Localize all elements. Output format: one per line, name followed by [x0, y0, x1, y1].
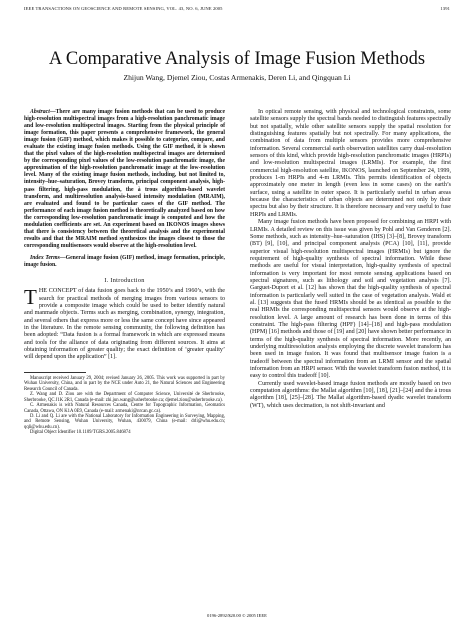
index-terms-lead: Index Terms [30, 254, 60, 261]
footnote-affiliation-li: D. Li and Q. Li are with the National Laboratory for Information Engineering in Surveying, Mapping, and Remote Sensing, Wuhan University, Wuhan, 430079, China (e-mail: drli@whu.edu.cn; qqli@whu.edu.cn). [24, 413, 225, 430]
running-head [24, 6, 450, 14]
body-paragraph: Many image fusion methods have been proposed for combining an HRPI with LRMIs. A detailed review on this issue was given by Pohl and Van Genderen [2]. Some methods, such as intensity–hue–saturation (IHS) [3]–[8], Brovey transform (BT) [9], [10], and principal component analysis (PCA) [10], [11], provide superior visual high-resolution multispectral images (HRMIs) but ignore the requirement of high-quality synthesis of spectral information. While these methods are useful for visual interpretation, high-quality synthesis of spectral information is very important for most remote sensing applications based on spectral signatures, such as lithology and soil and vegetation analysis [7]. Garguet-Duport et al. [12] has shown that the high-quality synthesis of spectral information is particularly well suited in the case of vegetation analysis. Wald et al. [13] suggests that the fused HRMIs should be as identical as possible to the real HRMIs the corresponding multispectral sensors would observe at the high-resolution level. A large amount of research has been done in terms of this constraint. The high-pass filtering (HPF) [14]–[18] and high-pass modulation (HPM) [16] methods and those of [19] and [20] have shown better performance in terms of the high-quality synthesis of spectral information. More recently, an underlying multiresolution analysis employing the discrete wavelet transform has been used in image fusion. It was found that multisensor image fusion is a tradeoff between the spectral information from an LRMI sensor and the spatial information from an HRPI sensor. With the wavelet transform fusion method, it is easy to control this tradeoff [10]. [250, 219, 451, 380]
footnote-affiliation-armenakis: C. Armenakis is with Natural Resources Canada, Centre for Topographic Information, Geomatics Canada, Ottawa, ON K1A 0E9, Canada (e-mail: armenaki@nrcan.gc.ca). [24, 403, 225, 414]
index-terms-text: —General image fusion (GIF) method, image formation, principle, image fusion. [24, 254, 225, 268]
intro-text: CONCEPT of data fusion goes back to the 1950’s and 1960’s, with the search for practical methods of merging images from various sensors to provide a composite image which could be used to better identify natural and manmade objects. Terms such as merging, combination, synergy, integration, and several others that express more or less the same concept have since appeared in the literature. In the remote sensing community, the following definition has been adopted: “Data fusion is a formal framework in which are expressed means and tools for the alliance of data originating from different sources. It aims at obtaining information of greater quality; the exact definition of ‘greater quality’ will depend upon the application” [1]. [24, 288, 225, 361]
right-column [250, 109, 451, 410]
abstract-lead: Abstract [30, 109, 50, 115]
paper-title: A Comparative Analysis of Image Fusion Methods [48, 49, 426, 69]
abstract [24, 109, 225, 250]
drop-cap: T [24, 285, 37, 310]
intro-caps-word: HE [38, 288, 47, 295]
footnote-affiliation-wang-ziou: Z. Wang and D. Ziou are with the Department of Computer Science, Université de Sherbrooke, Sherbrooke, QC J1K 2R1, Canada (e-mail: zhi.jun.wang@usherbrooke.ca; djemel.ziou@usherbrooke.ca). [24, 392, 225, 403]
left-column [24, 109, 225, 436]
footnote-doi: Digital Object Identifier 10.1109/TGRS.2005.846874 [30, 430, 131, 436]
intro-paragraph [24, 285, 225, 361]
copyright-line: 0196-2892/$20.00 © 2005 IEEE [207, 613, 267, 618]
abstract-text: —There are many image fusion methods that can be used to produce high-resolution multispectral images from a high-resolution panchromatic image and low-resolution multispectral images. Starting from the physical principle of image formation, this paper presents a comprehensive framework, the general image fusion (GIF) method, which makes it possible to categorize, compare, and evaluate the existing image fusion methods. Using the GIF method, it is shown that the pixel values of the high-resolution multispectral images are determined by the corresponding pixel values of the low-resolution panchromatic image, the approximation of the high-resolution panchromatic image at the low-resolution level. Many of the existing image fusion methods, including, but not limited to, intensity–hue–saturation, Brovey transform, principal component analysis, high-pass filtering, high-pass modulation, the à trous algorithm-based wavelet transform, and multiresolution analysis-based intensity modulation (MRAIM), are evaluated and found to be particular cases of the GIF method. The performance of each image fusion method is theoretically analyzed based on how the corresponding low-resolution panchromatic image is computed and how the modulation coefficients are set. An experiment based on IKONOS images shows that there is consistency between the theoretical analysis and the experimental results and that the MRAIM method synthesizes the images closest to those the corresponding multisensors would observe at the high-resolution level. [24, 109, 225, 249]
author-list: Zhijun Wang, Djemel Ziou, Costas Armenakis, Deren Li, and Qingquan Li [123, 73, 351, 82]
section-heading: I. Introduction [104, 277, 145, 285]
footnote-manuscript: Manuscript received January 29, 2004; revised January 26, 2005. This work was supported in part by Wuhan University, China, and in part by the NCE under Auto 21, the Natural Sciences and Engineering Research Council of Canada. [24, 375, 225, 392]
footnote-rule [24, 372, 86, 373]
body-paragraph: In optical remote sensing, with physical and technological constraints, some satellite sensors supply the spectral bands needed to distinguish features spectrally but not spatially, while other satellite sensors supply the spatial resolution for distinguishing features spatially but not spectrally. For many applications, the combination of data from multiple sensors provides more comprehensive information. Several commercial earth observation satellites carry dual-resolution sensors of this kind, which provide high-resolution panchromatic images (HRPIs) and low-resolution multispectral images (LRMIs). For example, the first commercial high-resolution satellite, IKONOS, launched on September 24, 1999, produces 1-m HRPIs and 4-m LRMIs. This permits identification of objects approximately one meter in length (even less in some cases) on the earth’s surface, using a satellite in outer space. It is particularly useful in urban areas because the characteristics of urban objects are determined not only by their spectra but also by their structure. It is therefore necessary and very useful to fuse HRPIs and LRMIs. [250, 109, 451, 218]
page-number: 1391 [440, 6, 450, 11]
body-paragraph: Currently used wavelet-based image fusion methods are mostly based on two computation algorithms: the Mallat algorithm [10], [18], [21]–[24] and the à trous algorithm [18], [25]–[28]. The Mallat algorithm-based dyadic wavelet transform (WT), which uses decimation, is not shift-invariant and [250, 380, 451, 409]
index-terms [24, 255, 225, 269]
journal-header: IEEE TRANSACTIONS ON GEOSCIENCE AND REMOTE SENSING, VOL. 43, NO. 6, JUNE 2005 [24, 6, 223, 11]
